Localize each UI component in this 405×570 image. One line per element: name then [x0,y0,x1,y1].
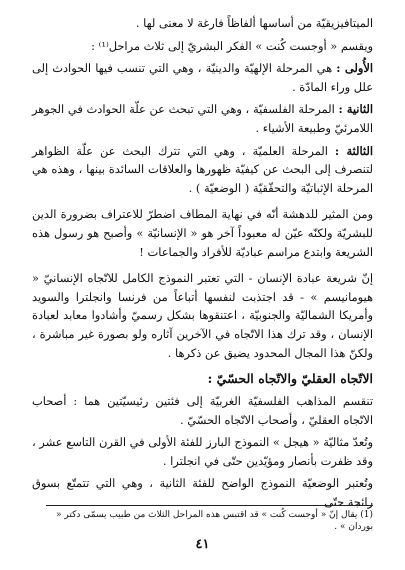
first-stage-label: الأُولى : [336,61,373,76]
paragraph-humanism: إنّ شريعة عبادة الإنسان - التي تعتبر النموذج الكامل للاتّجاه الإنسانيّ « هيومانيسم » - قد اجتذبت لنفسها أتباعاً من فرنسا وانجلترا والسويد وأمريكا الشماليّة والجنوبيّة ، اعتنقوها بشكل رسميّ وأشادوا معابد لعبادة الإنسان ، وقد ترك هذا الاتّجاه في الآخرين آثاره ولو بصورة غير مباشرة ، ولكنّ هذا المجال المحدود يضيق عن ذكرها . [32,271,373,360]
page-number: ٤١ [195,537,210,552]
paragraph-religion: ومن المثير للدهشة أنّه في نهاية المطاف اضطرّ للاعتراف بضرورة الدين للبشريّة ولكنّه عيّن له معبوداً آخر هو « الإنسانيّة » وأصبح هو رسول هذه الشريعة وابتدع مراسم عباديّة للأفراد والجماعات ! [32,207,373,259]
paragraph-positivism: وتُعتبر الوضعيّة النموذج الواضح للفئة الثانية ، وهي التي تتمتّع بسوق رائجة حتّى [32,476,373,510]
second-stage-label: الثانية : [338,102,373,117]
footnote-divider [46,505,373,506]
third-stage-label: الثالثة : [334,143,373,158]
third-stage-text: المرحلة العلميّة ، وهي التي تترك البحث عن علّة الظواهر لتنصرف إلى البحث عن كيفيّة ظهورها والعلاقات السائدة بينها ، وهذه هي المرحلة الإثباتيّة والتحقّقيّة ( الوضعيّة ) . [32,143,373,195]
paragraph-two-trends: تنقسم المذاهب الفلسفيّة الغربيّة إلى فئتين رئيسيّتين هما : أصحاب الاتّجاه العقليّ ، وأصحاب الاتّجاه الحسّيّ . [32,394,373,427]
second-stage-text: المرحلة الفلسفيّة ، وهي التي تبحث عن علّة الحوادث في الجوهر اللامرئيّ وطبيعة الأشياء . [32,102,373,135]
section-heading: الاتّجاه العقليّ والاتّجاه الحسّيّ : [207,371,373,387]
footnote: (1) يقال إنّ « أوجست كُنت » قد اقتبس هذه المراحل الثلاث من طبيب يسمّى دكتر « بوردان » . [56,510,373,532]
paragraph-comte-stages: ويقسم « أوجست كُنت » الفكر البشريّ إلى ثلاث مراحل⁽¹⁾ : [91,38,373,53]
paragraph-hegel: وتُعدّ مثاليّة « هيجل » النموذج البارز للفئة الأولى في القرن التاسع عشر ، وقد ظفرت بأنصار ومؤيّدين حتّى في انجلترا . [32,435,373,468]
paragraph-second-stage [32,100,373,137]
paragraph-first-stage [32,59,373,96]
paragraph-third-stage [32,142,373,198]
first-stage-text: هي المرحلة الإلهيّة والدينيّة ، وهي التي تنسب فيها الحوادث إلى علل وراء المادّة . [32,61,373,94]
paragraph-intro-end: الميتافيزيقيّة من أساسها ألفاظاً فارغة لا معنى لها . [135,16,373,30]
